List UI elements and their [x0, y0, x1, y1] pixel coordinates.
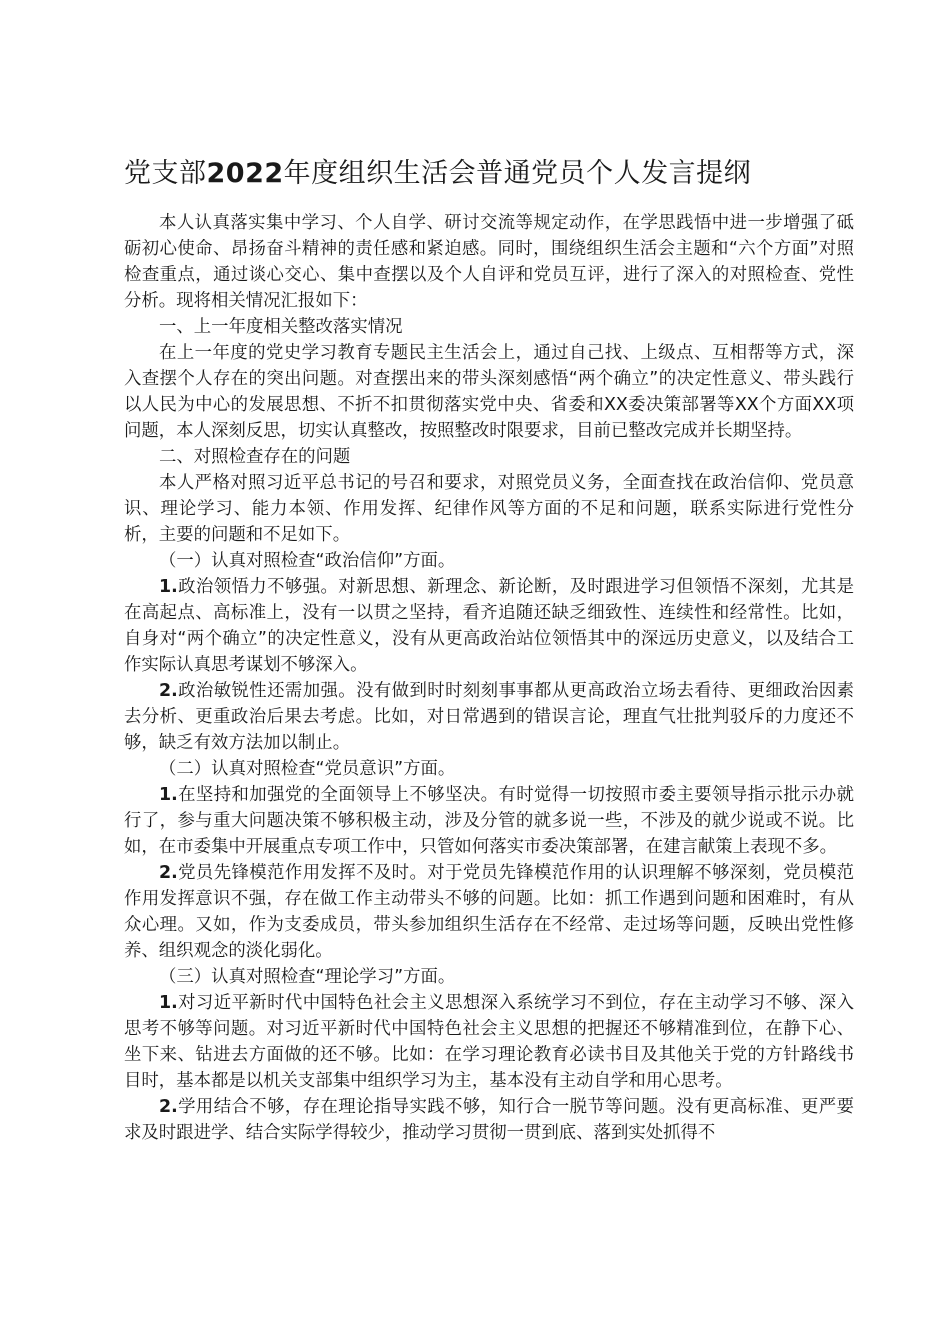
- paragraph-text: 政治敏锐性还需加强。没有做到时时刻刻事事都从更高政治立场去看待、更细政治因素去分析、更重政治后果去考虑。比如，对日常遇到的错误言论，理直气壮批判驳斥的力度还不够，缺乏有效方法加以制止。: [124, 681, 854, 753]
- paragraph-text: 政治领悟力不够强。对新思想、新理念、新论断，及时跟进学习但领悟不深刻，尤其是在高起点、高标准上，没有一以贯之坚持，看齐追随还缺乏细致性、连续性和经常性。比如，自身对“两个确立”的决定性意义，没有从更高政治站位领悟其中的深远历史意义，以及结合工作实际认真思考谋划不够深入。: [124, 577, 854, 675]
- body-paragraph: [124, 470, 854, 548]
- section-heading: [124, 314, 854, 340]
- paragraph-text: 学用结合不够，存在理论指导实践不够，知行合一脱节等问题。没有更高标准、更严要求及时跟进学、结合实际学得较少，推动学习贯彻一贯到底、落到实处抓得不: [124, 1097, 854, 1143]
- title-suffix: 年度组织生活会普通党员个人发言提纲: [283, 158, 752, 189]
- section-heading: [124, 548, 854, 574]
- paragraph-text: （二）认真对照检查“党员意识”方面。: [159, 759, 456, 779]
- title-year: 2022: [206, 158, 284, 189]
- item-number: 1.: [159, 785, 178, 805]
- paragraph-text: （一）认真对照检查“政治信仰”方面。: [159, 551, 456, 571]
- paragraph-text: 对习近平新时代中国特色社会主义思想深入系统学习不到位，存在主动学习不够、深入思考不够等问题。对习近平新时代中国特色社会主义思想的把握还不够精准到位，在静下心、坐下来、钻进去方面做的还不够。比如：在学习理论教育必读书目及其他关于党的方针路线书目时，基本都是以机关支部集中组织学习为主，基本没有主动自学和用心思考。: [124, 993, 854, 1091]
- body-paragraph: [124, 860, 854, 964]
- item-number: 1.: [159, 993, 178, 1013]
- paragraph-text: 一、上一年度相关整改落实情况: [159, 317, 403, 337]
- paragraph-text: （三）认真对照检查“理论学习”方面。: [159, 967, 456, 987]
- paragraph-text: 在上一年度的党史学习教育专题民主生活会上，通过自己找、上级点、互相帮等方式，深入查摆个人存在的突出问题。对查摆出来的带头深刻感悟“两个确立”的决定性意义、带头践行以人民为中心的发展思想、不折不扣贯彻落实党中央、省委和XX委决策部署等XX个方面XX项问题，本人深刻反思，切实认真整改，按照整改时限要求，目前已整改完成并长期坚持。: [124, 343, 854, 441]
- paragraph-text: 二、对照检查存在的问题: [159, 447, 351, 467]
- paragraph-text: 在坚持和加强党的全面领导上不够坚决。有时觉得一切按照市委主要领导指示批示办就行了，参与重大问题决策不够积极主动，涉及分管的就多说一些，不涉及的就少说或不说。比如，在市委集中开展重点专项工作中，只管如何落实市委决策部署，在建言献策上表现不多。: [124, 785, 854, 857]
- item-number: 2.: [159, 1097, 178, 1117]
- paragraph-text: 本人严格对照习近平总书记的号召和要求，对照党员义务，全面查找在政治信仰、党员意识、理论学习、能力本领、作用发挥、纪律作风等方面的不足和问题，联系实际进行党性分析，主要的问题和不足如下。: [124, 473, 854, 545]
- section-heading: [124, 756, 854, 782]
- body-paragraph: [124, 340, 854, 444]
- body-paragraph: [124, 678, 854, 756]
- title-prefix: 党支部: [124, 158, 207, 189]
- document-page: [124, 154, 854, 1146]
- item-number: 2.: [159, 863, 178, 883]
- body-paragraph: [124, 1094, 854, 1146]
- body-paragraph: [124, 782, 854, 860]
- paragraph-text: 本人认真落实集中学习、个人自学、研讨交流等规定动作，在学思践悟中进一步增强了砥砺初心使命、昂扬奋斗精神的责任感和紧迫感。同时，围绕组织生活会主题和“六个方面”对照检查重点，通过谈心交心、集中查摆以及个人自评和党员互评，进行了深入的对照检查、党性分析。现将相关情况汇报如下：: [124, 213, 854, 311]
- section-heading: [124, 964, 854, 990]
- body-paragraph: [124, 574, 854, 678]
- body-paragraph: [124, 210, 854, 314]
- item-number: 1.: [159, 577, 178, 597]
- document-title: [124, 154, 854, 194]
- item-number: 2.: [159, 681, 178, 701]
- document-body: [124, 210, 854, 1146]
- section-heading: [124, 444, 854, 470]
- paragraph-text: 党员先锋模范作用发挥不及时。对于党员先锋模范作用的认识理解不够深刻，党员模范作用发挥意识不强，存在做工作主动带头不够的问题。比如：抓工作遇到问题和困难时，有从众心理。又如，作为支委成员，带头参加组织生活存在不经常、走过场等问题，反映出党性修养、组织观念的淡化弱化。: [124, 863, 854, 961]
- body-paragraph: [124, 990, 854, 1094]
